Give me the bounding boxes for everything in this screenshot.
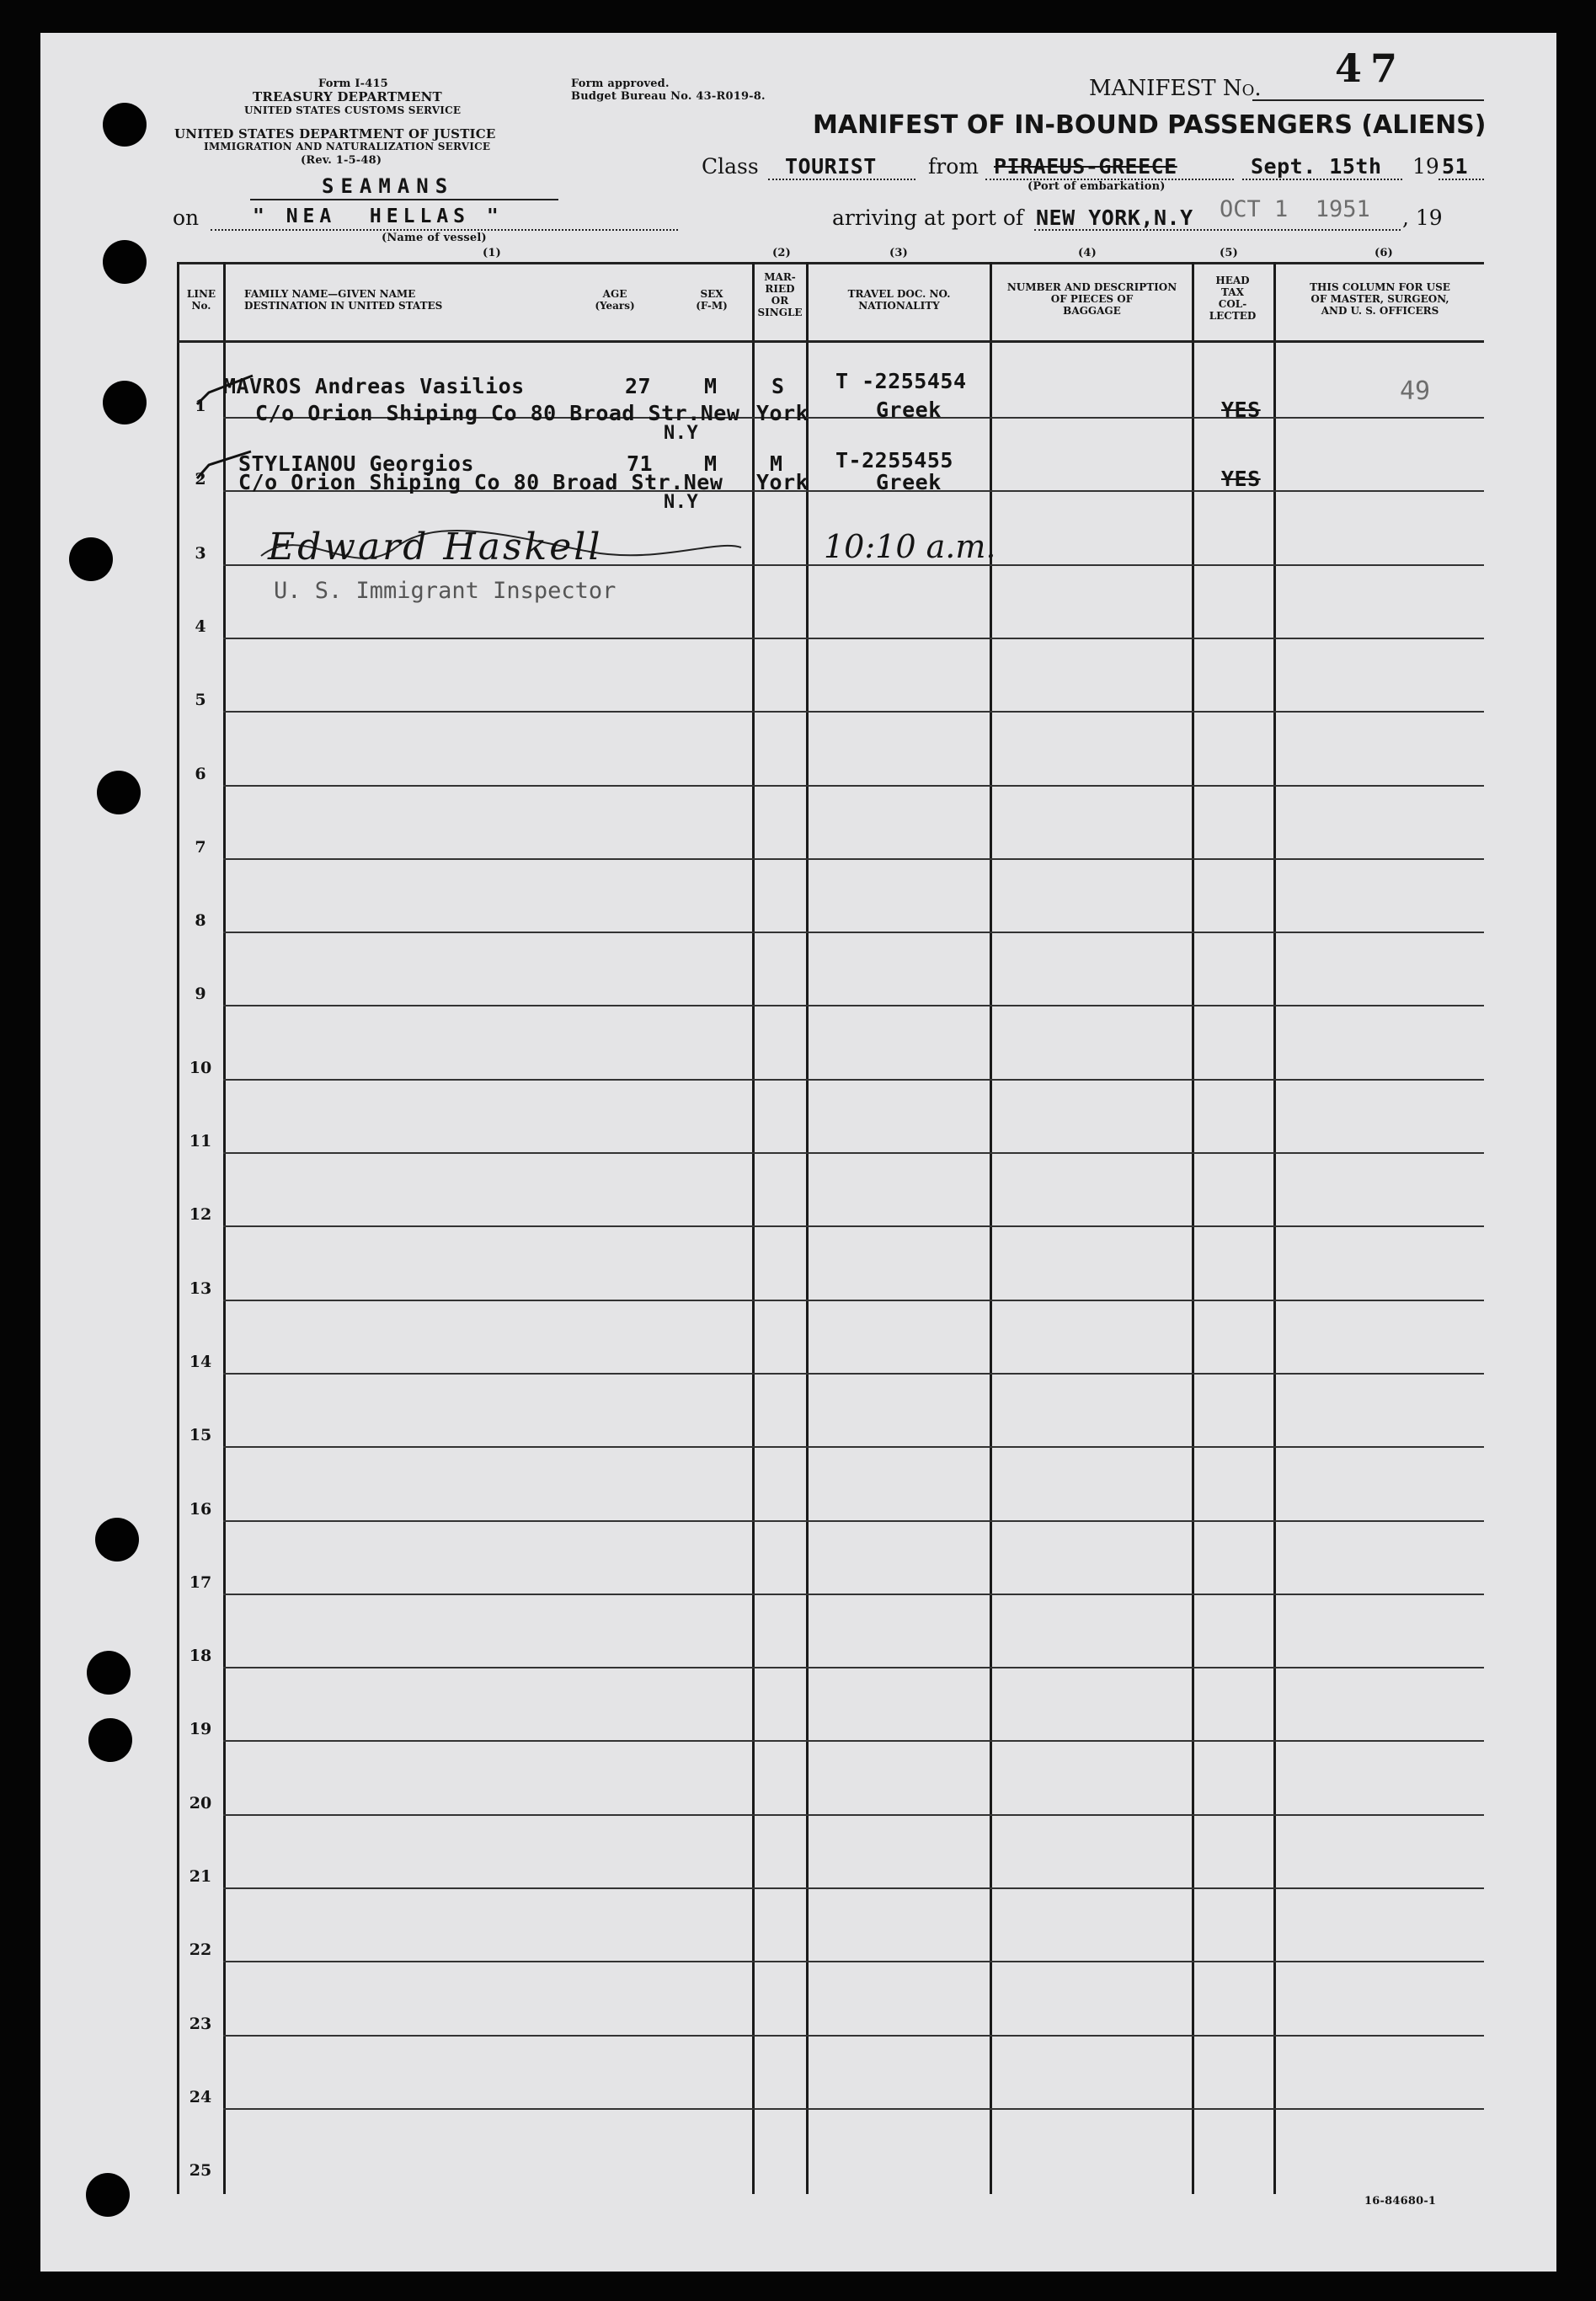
line-number: 5 bbox=[195, 691, 206, 710]
year-suffix: 51 bbox=[1442, 154, 1469, 179]
line-number: 22 bbox=[189, 1941, 212, 1960]
row-2-destination-state: N.Y bbox=[664, 492, 699, 513]
check-mark-icon bbox=[197, 451, 251, 478]
col-header-line-no: LINE No. bbox=[186, 288, 216, 312]
row-1-nationality: Greek bbox=[876, 398, 942, 422]
class-value: TOURIST bbox=[785, 154, 877, 179]
col-header-baggage: NUMBER AND DESCRIPTION OF PIECES OF BAGGAGE bbox=[1006, 281, 1177, 317]
row-1-sex: M bbox=[704, 374, 718, 398]
line-number: 13 bbox=[189, 1279, 212, 1298]
row-1-name: MAVROS Andreas Vasilios bbox=[223, 374, 525, 398]
col-4-number: (4) bbox=[1078, 247, 1097, 259]
from-value: PIRAEUS-GREECE bbox=[994, 154, 1177, 179]
arrival-port: NEW YORK,N.Y bbox=[1036, 206, 1193, 230]
inspector-signature: Edward Haskell bbox=[268, 526, 603, 569]
line-number: 14 bbox=[189, 1352, 212, 1371]
col-header-head-tax: HEAD TAX COL- LECTED bbox=[1209, 275, 1257, 322]
row-2-destination: C/o Orion Shiping Co 80 Broad Str.New bbox=[238, 470, 723, 494]
line-number: 9 bbox=[195, 985, 206, 1004]
from-label: from bbox=[928, 154, 979, 179]
row-2-doc: T-2255455 bbox=[835, 448, 953, 472]
line-number: 11 bbox=[189, 1132, 212, 1150]
row-1-married: S bbox=[771, 374, 785, 398]
col-header-name: FAMILY NAME—GIVEN NAME DESTINATION IN UNITED STATES bbox=[244, 288, 443, 312]
line-number: 1 bbox=[195, 397, 206, 415]
line-number: 3 bbox=[195, 543, 206, 563]
inspector-title: U. S. Immigrant Inspector bbox=[274, 578, 617, 604]
arriving-label: arriving at port of bbox=[832, 206, 1024, 230]
row-2-destination-cont: York bbox=[756, 470, 809, 494]
line-number: 25 bbox=[189, 2161, 212, 2181]
year-label-2: , 19 bbox=[1402, 206, 1443, 230]
line-number: 7 bbox=[195, 837, 206, 857]
manifest-no-label: MANIFEST No. bbox=[1089, 76, 1262, 101]
arrival-date-stamp: OCT 1 1951 bbox=[1220, 196, 1370, 222]
line-number: 15 bbox=[189, 1426, 212, 1445]
row-1-destination-state: N.Y bbox=[664, 423, 699, 444]
customs-service: UNITED STATES CUSTOMS SERVICE bbox=[244, 104, 462, 116]
row-1-officer-note: 49 bbox=[1400, 376, 1431, 406]
line-number: 21 bbox=[189, 1867, 212, 1886]
col-header-age: AGE (Years) bbox=[595, 288, 635, 312]
row-2-nationality: Greek bbox=[876, 470, 942, 494]
line-number: 24 bbox=[189, 2087, 212, 2106]
col-3-number: (3) bbox=[889, 247, 908, 259]
row-2-head-tax: YES bbox=[1221, 467, 1261, 491]
row-2-married: M bbox=[770, 451, 783, 476]
line-number: 17 bbox=[189, 1572, 212, 1592]
row-1-age: 27 bbox=[625, 374, 652, 398]
row-2-name: STYLIANOU Georgios bbox=[238, 451, 474, 476]
row-1-destination-cont: York bbox=[756, 401, 809, 425]
col-6-number: (6) bbox=[1374, 247, 1393, 259]
on-label: on bbox=[173, 206, 200, 230]
col-header-married: MAR- RIED OR SINGLE bbox=[757, 271, 803, 318]
manifest-no-value: 47 bbox=[1335, 45, 1407, 91]
line-number: 4 bbox=[195, 617, 206, 636]
col-2-number: (2) bbox=[772, 247, 791, 259]
form-number: Form I-415 bbox=[318, 77, 388, 90]
department: TREASURY DEPARTMENT bbox=[253, 89, 442, 104]
seamans-label: SEAMANS bbox=[322, 174, 455, 198]
departure-date: Sept. 15th bbox=[1251, 154, 1382, 179]
footer-code: 16-84680-1 bbox=[1364, 2195, 1437, 2208]
line-number: 10 bbox=[189, 1058, 212, 1077]
class-label: Class bbox=[702, 154, 759, 179]
page-title: MANIFEST OF IN-BOUND PASSENGERS (ALIENS) bbox=[813, 110, 1487, 140]
col-header-officers: THIS COLUMN FOR USE OF MASTER, SURGEON, AND U. S. OFFICERS bbox=[1310, 281, 1450, 317]
vessel-caption: (Name of vessel) bbox=[382, 232, 487, 244]
col-5-number: (5) bbox=[1220, 247, 1238, 259]
col-1-number: (1) bbox=[483, 247, 501, 259]
col-header-travel-doc: TRAVEL DOC. NO. NATIONALITY bbox=[847, 288, 951, 312]
port-embark-caption: (Port of embarkation) bbox=[1028, 180, 1166, 193]
col-header-sex: SEX (F-M) bbox=[696, 288, 728, 312]
row-2-age: 71 bbox=[627, 451, 654, 476]
line-number: 23 bbox=[189, 2014, 212, 2033]
line-number: 16 bbox=[189, 1499, 212, 1519]
justice-department: UNITED STATES DEPARTMENT OF JUSTICE bbox=[174, 126, 496, 141]
vessel-name: " NEA HELLAS " bbox=[253, 206, 504, 227]
row-1-destination: C/o Orion Shiping Co 80 Broad Str.New bbox=[255, 401, 740, 425]
revision: (Rev. 1-5-48) bbox=[301, 154, 382, 167]
ins-service: IMMIGRATION AND NATURALIZATION SERVICE bbox=[204, 141, 491, 152]
budget-bureau: Budget Bureau No. 43-R019-8. bbox=[571, 90, 766, 103]
check-mark-icon bbox=[197, 376, 253, 404]
year-prefix: 19 bbox=[1412, 154, 1439, 179]
line-number: 19 bbox=[189, 1720, 212, 1739]
row-1-doc: T -2255454 bbox=[835, 369, 967, 393]
form-approved: Form approved. bbox=[571, 77, 670, 90]
line-number: 8 bbox=[195, 911, 206, 931]
line-number: 20 bbox=[189, 1793, 212, 1813]
row-2-sex: M bbox=[704, 451, 718, 476]
line-number: 6 bbox=[195, 764, 206, 783]
row-1-head-tax: YES bbox=[1221, 398, 1261, 422]
line-number: 12 bbox=[189, 1205, 212, 1225]
line-number: 2 bbox=[195, 470, 206, 489]
inspection-time: 10:10 a.m. bbox=[824, 528, 996, 565]
line-number: 18 bbox=[189, 1647, 212, 1666]
